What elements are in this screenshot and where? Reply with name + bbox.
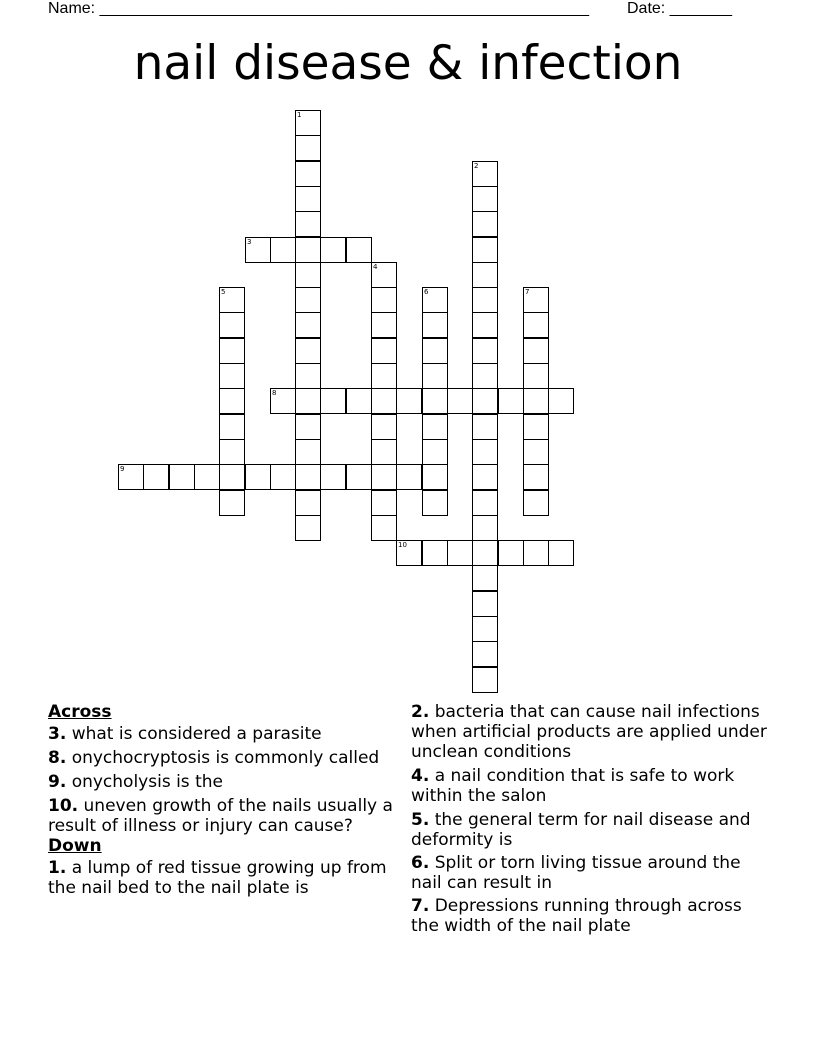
crossword-cell[interactable] bbox=[371, 287, 397, 313]
clue-number: 8. bbox=[48, 748, 67, 768]
crossword-cell[interactable] bbox=[270, 464, 296, 490]
crossword-cell[interactable] bbox=[422, 540, 448, 566]
crossword-cell[interactable] bbox=[523, 338, 549, 364]
crossword-cell[interactable] bbox=[295, 312, 321, 338]
crossword-cell[interactable] bbox=[548, 388, 574, 414]
clue-across-10 bbox=[48, 796, 400, 836]
clue-across-3 bbox=[48, 724, 400, 744]
clue-number: 4. bbox=[411, 766, 430, 786]
crossword-cell[interactable] bbox=[295, 490, 321, 516]
crossword-cell[interactable] bbox=[396, 464, 422, 490]
date-line[interactable]: _______ bbox=[665, 0, 732, 17]
crossword-cell[interactable] bbox=[447, 540, 473, 566]
crossword-cell[interactable] bbox=[295, 135, 321, 161]
crossword-cell[interactable] bbox=[295, 110, 321, 136]
crossword-cell[interactable] bbox=[422, 338, 448, 364]
crossword-cell[interactable] bbox=[498, 540, 524, 566]
crossword-cell[interactable] bbox=[472, 388, 498, 414]
crossword-cell[interactable] bbox=[472, 312, 498, 338]
clue-text: Split or torn living tissue around the nail can result in bbox=[411, 853, 741, 893]
crossword-cell[interactable] bbox=[472, 591, 498, 617]
clue-text: uneven growth of the nails usually a result of illness or injury can cause? bbox=[48, 796, 393, 836]
clue-down-5 bbox=[411, 810, 771, 850]
clue-number: 1. bbox=[48, 858, 67, 878]
crossword-cell[interactable] bbox=[169, 464, 195, 490]
crossword-cell[interactable] bbox=[422, 363, 448, 389]
clue-number-label: 10 bbox=[398, 541, 407, 549]
crossword-cell[interactable] bbox=[472, 186, 498, 212]
clue-number-label: 5 bbox=[221, 288, 226, 296]
crossword-cell[interactable] bbox=[523, 312, 549, 338]
crossword-cell[interactable] bbox=[396, 540, 422, 566]
crossword-cell[interactable] bbox=[219, 439, 245, 465]
crossword-cell[interactable] bbox=[472, 565, 498, 591]
clue-text: the general term for nail disease and deformity is bbox=[411, 810, 751, 850]
crossword-cell[interactable] bbox=[219, 363, 245, 389]
crossword-cell[interactable] bbox=[371, 312, 397, 338]
clue-down-2 bbox=[411, 702, 771, 762]
crossword-cell[interactable] bbox=[523, 287, 549, 313]
down-heading: Down bbox=[48, 836, 102, 856]
crossword-cell[interactable] bbox=[295, 388, 321, 414]
crossword-cell[interactable] bbox=[371, 388, 397, 414]
name-line[interactable]: _______________________________________________________ bbox=[95, 0, 589, 17]
crossword-cell[interactable] bbox=[472, 338, 498, 364]
clue-number: 3. bbox=[48, 724, 67, 744]
crossword-cell[interactable] bbox=[472, 439, 498, 465]
crossword-cell[interactable] bbox=[295, 237, 321, 263]
clue-number-label: 6 bbox=[424, 288, 429, 296]
clue-number-label: 8 bbox=[272, 389, 277, 397]
crossword-cell[interactable] bbox=[219, 287, 245, 313]
crossword-cell[interactable] bbox=[346, 237, 372, 263]
clue-number: 6. bbox=[411, 853, 430, 873]
crossword-cell[interactable] bbox=[295, 363, 321, 389]
crossword-cell[interactable] bbox=[523, 439, 549, 465]
crossword-cell[interactable] bbox=[219, 490, 245, 516]
clue-text: onychocryptosis is commonly called bbox=[66, 748, 380, 768]
crossword-cell[interactable] bbox=[396, 388, 422, 414]
clue-text: what is considered a parasite bbox=[66, 724, 322, 744]
crossword-cell[interactable] bbox=[143, 464, 169, 490]
name-label: Name: bbox=[48, 0, 96, 17]
crossword-cell[interactable] bbox=[219, 388, 245, 414]
crossword-cell[interactable] bbox=[472, 515, 498, 541]
crossword-cell[interactable] bbox=[320, 464, 346, 490]
crossword-cell[interactable] bbox=[371, 262, 397, 288]
across-heading: Across bbox=[48, 702, 112, 722]
clues-right-column bbox=[411, 702, 771, 940]
crossword-cell[interactable] bbox=[295, 211, 321, 237]
crossword-cell[interactable] bbox=[295, 439, 321, 465]
puzzle-title: nail disease & infection bbox=[133, 36, 683, 91]
clue-number: 9. bbox=[48, 772, 67, 792]
crossword-cell[interactable] bbox=[422, 464, 448, 490]
crossword-cell[interactable] bbox=[548, 540, 574, 566]
clue-number-label: 4 bbox=[373, 263, 378, 271]
crossword-cell[interactable] bbox=[346, 464, 372, 490]
crossword-cell[interactable] bbox=[219, 338, 245, 364]
crossword-cell[interactable] bbox=[295, 338, 321, 364]
crossword-cell[interactable] bbox=[295, 161, 321, 187]
crossword-cell[interactable] bbox=[295, 186, 321, 212]
crossword-cell[interactable] bbox=[523, 363, 549, 389]
crossword-cell[interactable] bbox=[194, 464, 220, 490]
clue-text: bacteria that can cause nail infections when artificial products are applied under unclean conditions bbox=[411, 702, 767, 762]
crossword-cell[interactable] bbox=[472, 667, 498, 693]
crossword-cell[interactable] bbox=[295, 262, 321, 288]
crossword-cell[interactable] bbox=[118, 464, 144, 490]
crossword-cell[interactable] bbox=[219, 464, 245, 490]
crossword-cell[interactable] bbox=[472, 363, 498, 389]
crossword-cell[interactable] bbox=[371, 515, 397, 541]
clue-number: 2. bbox=[411, 702, 430, 722]
crossword-cell[interactable] bbox=[422, 414, 448, 440]
crossword-cell[interactable] bbox=[320, 237, 346, 263]
clue-text: a lump of red tissue growing up from the nail bed to the nail plate is bbox=[48, 858, 387, 898]
crossword-cell[interactable] bbox=[295, 515, 321, 541]
crossword-cell[interactable] bbox=[472, 540, 498, 566]
crossword-cell[interactable] bbox=[245, 464, 271, 490]
crossword-cell[interactable] bbox=[270, 237, 296, 263]
clue-number-label: 3 bbox=[247, 238, 252, 246]
clue-across-8 bbox=[48, 748, 400, 768]
crossword-cell[interactable] bbox=[346, 388, 372, 414]
clue-down-4 bbox=[411, 766, 771, 806]
crossword-cell[interactable] bbox=[371, 490, 397, 516]
crossword-cell[interactable] bbox=[472, 161, 498, 187]
crossword-cell[interactable] bbox=[219, 414, 245, 440]
crossword-cell[interactable] bbox=[472, 464, 498, 490]
clue-across-9 bbox=[48, 772, 400, 792]
clue-down-1 bbox=[48, 858, 400, 898]
clue-number-label: 2 bbox=[474, 162, 479, 170]
crossword-cell[interactable] bbox=[295, 464, 321, 490]
clue-number: 7. bbox=[411, 896, 430, 916]
crossword-cell[interactable] bbox=[371, 338, 397, 364]
crossword-cell[interactable] bbox=[270, 388, 296, 414]
clue-number-label: 9 bbox=[120, 465, 125, 473]
crossword-cell[interactable] bbox=[371, 439, 397, 465]
crossword-cell[interactable] bbox=[371, 464, 397, 490]
clue-number-label: 1 bbox=[297, 111, 302, 119]
crossword-cell[interactable] bbox=[422, 287, 448, 313]
crossword-cell[interactable] bbox=[472, 616, 498, 642]
crossword-cell[interactable] bbox=[472, 237, 498, 263]
crossword-cell[interactable] bbox=[422, 439, 448, 465]
clue-text: onycholysis is the bbox=[66, 772, 223, 792]
crossword-cell[interactable] bbox=[371, 414, 397, 440]
crossword-cell[interactable] bbox=[523, 414, 549, 440]
crossword-cell[interactable] bbox=[472, 414, 498, 440]
crossword-cell[interactable] bbox=[472, 641, 498, 667]
crossword-cell[interactable] bbox=[523, 464, 549, 490]
clue-text: Depressions running through across the width of the nail plate bbox=[411, 896, 742, 936]
crossword-cell[interactable] bbox=[422, 490, 448, 516]
clue-down-7 bbox=[411, 896, 771, 936]
crossword-cell[interactable] bbox=[320, 388, 346, 414]
clue-text: a nail condition that is safe to work within the salon bbox=[411, 766, 735, 806]
date-label: Date: bbox=[627, 0, 666, 17]
clues-left-column bbox=[48, 702, 400, 902]
crossword-cell[interactable] bbox=[472, 211, 498, 237]
clue-number-label: 7 bbox=[525, 288, 530, 296]
clue-number: 5. bbox=[411, 810, 430, 830]
crossword-cell[interactable] bbox=[472, 490, 498, 516]
crossword-cell[interactable] bbox=[219, 312, 245, 338]
clue-number: 10. bbox=[48, 796, 79, 816]
crossword-cell[interactable] bbox=[295, 414, 321, 440]
crossword-cell[interactable] bbox=[295, 287, 321, 313]
crossword-cell[interactable] bbox=[523, 540, 549, 566]
crossword-cell[interactable] bbox=[245, 237, 271, 263]
crossword-cell[interactable] bbox=[472, 287, 498, 313]
crossword-cell[interactable] bbox=[523, 388, 549, 414]
crossword-cell[interactable] bbox=[422, 388, 448, 414]
crossword-cell[interactable] bbox=[472, 262, 498, 288]
crossword-cell[interactable] bbox=[523, 490, 549, 516]
crossword-cell[interactable] bbox=[422, 312, 448, 338]
crossword-cell[interactable] bbox=[447, 388, 473, 414]
clue-down-6 bbox=[411, 853, 771, 893]
crossword-cell[interactable] bbox=[498, 388, 524, 414]
crossword-cell[interactable] bbox=[371, 363, 397, 389]
